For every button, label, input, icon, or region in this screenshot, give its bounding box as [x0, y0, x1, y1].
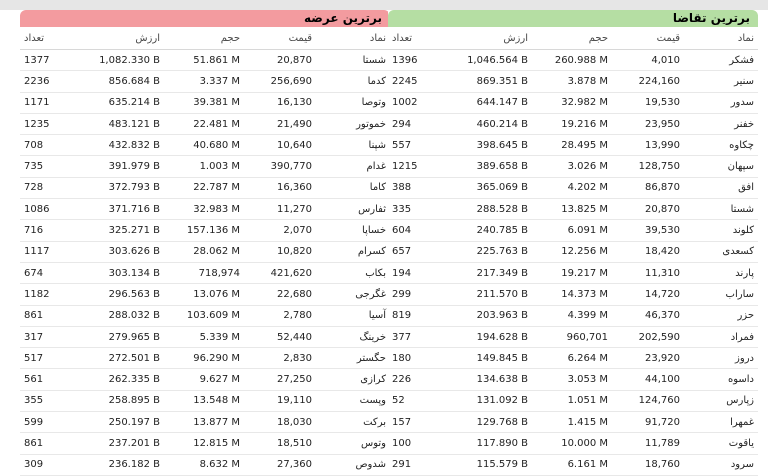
- value-cell: 279.965 B: [74, 326, 164, 347]
- count-cell: 1182: [20, 284, 74, 305]
- volume-cell: 10.000 M: [532, 433, 612, 454]
- table-row[interactable]: [20, 92, 390, 113]
- symbol-link[interactable]: بکاب: [316, 262, 390, 283]
- price-cell: 11,270: [244, 199, 316, 220]
- volume-cell: 22.787 M: [164, 177, 244, 198]
- value-cell: 115.579 B: [442, 454, 532, 475]
- count-cell: 299: [388, 284, 442, 305]
- volume-cell: 260.988 M: [532, 50, 612, 71]
- price-cell: 19,530: [612, 92, 684, 113]
- table-row[interactable]: [388, 369, 758, 390]
- volume-cell: 5.339 M: [164, 326, 244, 347]
- table-row[interactable]: [388, 113, 758, 134]
- symbol-link[interactable]: کسعدی: [684, 241, 758, 262]
- column-header-price[interactable]: قیمت: [612, 27, 684, 50]
- volume-cell: 19.216 M: [532, 113, 612, 134]
- count-cell: 728: [20, 177, 74, 198]
- price-cell: 20,870: [244, 50, 316, 71]
- value-cell: 262.335 B: [74, 369, 164, 390]
- symbol-link[interactable]: افق: [684, 177, 758, 198]
- count-cell: 1086: [20, 199, 74, 220]
- count-cell: 708: [20, 135, 74, 156]
- volume-cell: 13.877 M: [164, 412, 244, 433]
- table-row[interactable]: [388, 92, 758, 113]
- symbol-link[interactable]: خفنر: [684, 113, 758, 134]
- volume-cell: 4.202 M: [532, 177, 612, 198]
- top-supply-panel: [20, 10, 390, 471]
- symbol-link[interactable]: حزر: [684, 305, 758, 326]
- count-cell: 377: [388, 326, 442, 347]
- price-cell: 10,640: [244, 135, 316, 156]
- value-cell: 371.716 B: [74, 199, 164, 220]
- value-cell: 372.793 B: [74, 177, 164, 198]
- count-cell: 716: [20, 220, 74, 241]
- symbol-link[interactable]: یاقوت: [684, 433, 758, 454]
- symbol-link[interactable]: داسوه: [684, 369, 758, 390]
- count-cell: 517: [20, 348, 74, 369]
- table-row[interactable]: [20, 220, 390, 241]
- price-cell: 10,820: [244, 241, 316, 262]
- column-header-volume[interactable]: حجم: [164, 27, 244, 50]
- price-cell: 21,490: [244, 113, 316, 134]
- table-row[interactable]: [20, 284, 390, 305]
- volume-cell: 32.983 M: [164, 199, 244, 220]
- symbol-link[interactable]: کسرام: [316, 241, 390, 262]
- price-cell: 14,720: [612, 284, 684, 305]
- value-cell: 432.832 B: [74, 135, 164, 156]
- volume-cell: 12.256 M: [532, 241, 612, 262]
- column-header-value[interactable]: ارزش: [442, 27, 532, 50]
- value-cell: 288.528 B: [442, 199, 532, 220]
- table-row[interactable]: [20, 390, 390, 411]
- price-cell: 421,620: [244, 262, 316, 283]
- count-cell: 194: [388, 262, 442, 283]
- volume-cell: 3.053 M: [532, 369, 612, 390]
- volume-cell: 96.290 M: [164, 348, 244, 369]
- table-row[interactable]: [20, 156, 390, 177]
- symbol-link[interactable]: وتوس: [316, 433, 390, 454]
- table-header-row: [20, 27, 390, 50]
- price-cell: 27,250: [244, 369, 316, 390]
- count-cell: 180: [388, 348, 442, 369]
- table-row[interactable]: [388, 220, 758, 241]
- count-cell: 561: [20, 369, 74, 390]
- count-cell: 1235: [20, 113, 74, 134]
- table-header-row: [388, 27, 758, 50]
- symbol-link[interactable]: زپارس: [684, 390, 758, 411]
- price-cell: 86,870: [612, 177, 684, 198]
- table-row[interactable]: [20, 305, 390, 326]
- volume-cell: 14.373 M: [532, 284, 612, 305]
- value-cell: 325.271 B: [74, 220, 164, 241]
- symbol-link[interactable]: شدوص: [316, 454, 390, 475]
- value-cell: 1,046.564 B: [442, 50, 532, 71]
- volume-cell: 28.495 M: [532, 135, 612, 156]
- volume-cell: 9.627 M: [164, 369, 244, 390]
- value-cell: 217.349 B: [442, 262, 532, 283]
- count-cell: 1377: [20, 50, 74, 71]
- value-cell: 303.134 B: [74, 262, 164, 283]
- symbol-link[interactable]: پارند: [684, 262, 758, 283]
- volume-cell: 6.264 M: [532, 348, 612, 369]
- table-row[interactable]: [388, 199, 758, 220]
- table-row[interactable]: [20, 199, 390, 220]
- table-row[interactable]: [388, 433, 758, 454]
- count-cell: 674: [20, 262, 74, 283]
- value-cell: 117.890 B: [442, 433, 532, 454]
- symbol-link[interactable]: آسیا: [316, 305, 390, 326]
- symbol-link[interactable]: غدام: [316, 156, 390, 177]
- table-row[interactable]: [20, 177, 390, 198]
- value-cell: 129.768 B: [442, 412, 532, 433]
- symbol-link[interactable]: خموتور: [316, 113, 390, 134]
- price-cell: 46,370: [612, 305, 684, 326]
- symbol-link[interactable]: وتوصا: [316, 92, 390, 113]
- table-row[interactable]: [388, 412, 758, 433]
- volume-cell: 22.481 M: [164, 113, 244, 134]
- count-cell: 226: [388, 369, 442, 390]
- count-cell: 1396: [388, 50, 442, 71]
- symbol-link[interactable]: غگرجی: [316, 284, 390, 305]
- table-row[interactable]: [20, 412, 390, 433]
- volume-cell: 13.076 M: [164, 284, 244, 305]
- price-cell: 23,950: [612, 113, 684, 134]
- table-row[interactable]: [388, 241, 758, 262]
- symbol-link[interactable]: ساراب: [684, 284, 758, 305]
- volume-cell: 13.825 M: [532, 199, 612, 220]
- value-cell: 272.501 B: [74, 348, 164, 369]
- volume-cell: 51.861 M: [164, 50, 244, 71]
- count-cell: 157: [388, 412, 442, 433]
- table-row[interactable]: [20, 369, 390, 390]
- column-header-symbol[interactable]: نماد: [316, 27, 390, 50]
- volume-cell: 718,974: [164, 262, 244, 283]
- symbol-link[interactable]: دروز: [684, 348, 758, 369]
- column-header-volume[interactable]: حجم: [532, 27, 612, 50]
- table-row[interactable]: [388, 284, 758, 305]
- value-cell: 194.628 B: [442, 326, 532, 347]
- symbol-link[interactable]: ثفارس: [316, 199, 390, 220]
- value-cell: 869.351 B: [442, 71, 532, 92]
- count-cell: 657: [388, 241, 442, 262]
- count-cell: 100: [388, 433, 442, 454]
- count-cell: 1215: [388, 156, 442, 177]
- count-cell: 819: [388, 305, 442, 326]
- price-cell: 18,760: [612, 454, 684, 475]
- price-cell: 23,920: [612, 348, 684, 369]
- price-cell: 224,160: [612, 71, 684, 92]
- volume-cell: 19.217 M: [532, 262, 612, 283]
- count-cell: 735: [20, 156, 74, 177]
- table-row[interactable]: [388, 50, 758, 71]
- symbol-link[interactable]: سپهان: [684, 156, 758, 177]
- symbol-link[interactable]: حگستر: [316, 348, 390, 369]
- column-header-count[interactable]: تعداد: [20, 27, 74, 50]
- count-cell: 2236: [20, 71, 74, 92]
- value-cell: 225.763 B: [442, 241, 532, 262]
- price-cell: 2,830: [244, 348, 316, 369]
- table-row[interactable]: [388, 177, 758, 198]
- volume-cell: 1.003 M: [164, 156, 244, 177]
- value-cell: 483.121 B: [74, 113, 164, 134]
- symbol-link[interactable]: کلوند: [684, 220, 758, 241]
- table-row[interactable]: [20, 241, 390, 262]
- symbol-link[interactable]: شستا: [684, 199, 758, 220]
- symbol-link[interactable]: وپست: [316, 390, 390, 411]
- volume-cell: 12.815 M: [164, 433, 244, 454]
- price-cell: 124,760: [612, 390, 684, 411]
- price-cell: 2,780: [244, 305, 316, 326]
- table-row[interactable]: [20, 50, 390, 71]
- symbol-link[interactable]: غمهرا: [684, 412, 758, 433]
- column-header-symbol[interactable]: نماد: [684, 27, 758, 50]
- table-row[interactable]: [388, 305, 758, 326]
- value-cell: 391.979 B: [74, 156, 164, 177]
- volume-cell: 3.878 M: [532, 71, 612, 92]
- symbol-link[interactable]: کاما: [316, 177, 390, 198]
- price-cell: 16,130: [244, 92, 316, 113]
- top-demand-panel: [388, 10, 758, 471]
- value-cell: 258.895 B: [74, 390, 164, 411]
- symbol-link[interactable]: خساپا: [316, 220, 390, 241]
- value-cell: 389.658 B: [442, 156, 532, 177]
- symbol-link[interactable]: کرازی: [316, 369, 390, 390]
- price-cell: 390,770: [244, 156, 316, 177]
- price-cell: 18,030: [244, 412, 316, 433]
- price-cell: 128,750: [612, 156, 684, 177]
- column-header-value[interactable]: ارزش: [74, 27, 164, 50]
- symbol-link[interactable]: شستا: [316, 50, 390, 71]
- symbol-link[interactable]: سنیر: [684, 71, 758, 92]
- volume-cell: 103.609 M: [164, 305, 244, 326]
- value-cell: 856.684 B: [74, 71, 164, 92]
- count-cell: 294: [388, 113, 442, 134]
- price-cell: 19,110: [244, 390, 316, 411]
- top-supply-title: برترین عرضه: [20, 10, 390, 27]
- table-row[interactable]: [388, 348, 758, 369]
- count-cell: 1117: [20, 241, 74, 262]
- table-row[interactable]: [20, 454, 390, 475]
- table-row[interactable]: [20, 262, 390, 283]
- symbol-link[interactable]: شپنا: [316, 135, 390, 156]
- price-cell: 18,420: [612, 241, 684, 262]
- price-cell: 27,360: [244, 454, 316, 475]
- table-row[interactable]: [388, 135, 758, 156]
- symbol-link[interactable]: خرینگ: [316, 326, 390, 347]
- volume-cell: 32.982 M: [532, 92, 612, 113]
- price-cell: 91,720: [612, 412, 684, 433]
- count-cell: 2245: [388, 71, 442, 92]
- count-cell: 355: [20, 390, 74, 411]
- table-row[interactable]: [388, 156, 758, 177]
- price-cell: 11,789: [612, 433, 684, 454]
- table-row[interactable]: [388, 262, 758, 283]
- value-cell: 134.638 B: [442, 369, 532, 390]
- volume-cell: 960,701: [532, 326, 612, 347]
- count-cell: 291: [388, 454, 442, 475]
- price-cell: 22,680: [244, 284, 316, 305]
- table-row[interactable]: [20, 113, 390, 134]
- value-cell: 303.626 B: [74, 241, 164, 262]
- count-cell: 861: [20, 305, 74, 326]
- price-cell: 4,010: [612, 50, 684, 71]
- volume-cell: 8.632 M: [164, 454, 244, 475]
- volume-cell: 3.337 M: [164, 71, 244, 92]
- price-cell: 20,870: [612, 199, 684, 220]
- volume-cell: 1.415 M: [532, 412, 612, 433]
- count-cell: 52: [388, 390, 442, 411]
- count-cell: 599: [20, 412, 74, 433]
- price-cell: 39,530: [612, 220, 684, 241]
- value-cell: 237.201 B: [74, 433, 164, 454]
- table-row[interactable]: [388, 71, 758, 92]
- volume-cell: 6.161 M: [532, 454, 612, 475]
- top-demand-title: برترین تقاضا: [388, 10, 758, 27]
- count-cell: 557: [388, 135, 442, 156]
- table-row[interactable]: [20, 326, 390, 347]
- count-cell: 861: [20, 433, 74, 454]
- value-cell: 365.069 B: [442, 177, 532, 198]
- symbol-link[interactable]: چکاوه: [684, 135, 758, 156]
- table-row[interactable]: [388, 326, 758, 347]
- price-cell: 202,590: [612, 326, 684, 347]
- volume-cell: 4.399 M: [532, 305, 612, 326]
- value-cell: 398.645 B: [442, 135, 532, 156]
- price-cell: 18,510: [244, 433, 316, 454]
- volume-cell: 1.051 M: [532, 390, 612, 411]
- table-row[interactable]: [388, 390, 758, 411]
- symbol-link[interactable]: سرود: [684, 454, 758, 475]
- value-cell: 635.214 B: [74, 92, 164, 113]
- symbol-link[interactable]: فمراد: [684, 326, 758, 347]
- volume-cell: 40.680 M: [164, 135, 244, 156]
- volume-cell: 157.136 M: [164, 220, 244, 241]
- table-row[interactable]: [20, 135, 390, 156]
- price-cell: 256,690: [244, 71, 316, 92]
- count-cell: 604: [388, 220, 442, 241]
- column-header-price[interactable]: قیمت: [244, 27, 316, 50]
- price-cell: 52,440: [244, 326, 316, 347]
- value-cell: 250.197 B: [74, 412, 164, 433]
- price-cell: 2,070: [244, 220, 316, 241]
- value-cell: 288.032 B: [74, 305, 164, 326]
- value-cell: 149.845 B: [442, 348, 532, 369]
- symbol-link[interactable]: سدور: [684, 92, 758, 113]
- count-cell: 388: [388, 177, 442, 198]
- volume-cell: 13.548 M: [164, 390, 244, 411]
- symbol-link[interactable]: برکت: [316, 412, 390, 433]
- value-cell: 131.092 B: [442, 390, 532, 411]
- volume-cell: 3.026 M: [532, 156, 612, 177]
- volume-cell: 39.381 M: [164, 92, 244, 113]
- table-row[interactable]: [388, 454, 758, 475]
- symbol-link[interactable]: کدما: [316, 71, 390, 92]
- value-cell: 203.963 B: [442, 305, 532, 326]
- count-cell: 309: [20, 454, 74, 475]
- count-cell: 317: [20, 326, 74, 347]
- value-cell: 211.570 B: [442, 284, 532, 305]
- value-cell: 1,082.330 B: [74, 50, 164, 71]
- count-cell: 335: [388, 199, 442, 220]
- value-cell: 460.214 B: [442, 113, 532, 134]
- count-cell: 1002: [388, 92, 442, 113]
- count-cell: 1171: [20, 92, 74, 113]
- table-row[interactable]: [20, 433, 390, 454]
- price-cell: 16,360: [244, 177, 316, 198]
- symbol-link[interactable]: فشکر: [684, 50, 758, 71]
- top-demand-table: [388, 27, 758, 476]
- volume-cell: 6.091 M: [532, 220, 612, 241]
- table-row[interactable]: [20, 71, 390, 92]
- price-cell: 44,100: [612, 369, 684, 390]
- value-cell: 240.785 B: [442, 220, 532, 241]
- top-supply-table: [20, 27, 390, 476]
- value-cell: 296.563 B: [74, 284, 164, 305]
- price-cell: 11,310: [612, 262, 684, 283]
- value-cell: 236.182 B: [74, 454, 164, 475]
- table-row[interactable]: [20, 348, 390, 369]
- value-cell: 644.147 B: [442, 92, 532, 113]
- price-cell: 13,990: [612, 135, 684, 156]
- column-header-count[interactable]: تعداد: [388, 27, 442, 50]
- top-strip: [0, 0, 768, 10]
- volume-cell: 28.062 M: [164, 241, 244, 262]
